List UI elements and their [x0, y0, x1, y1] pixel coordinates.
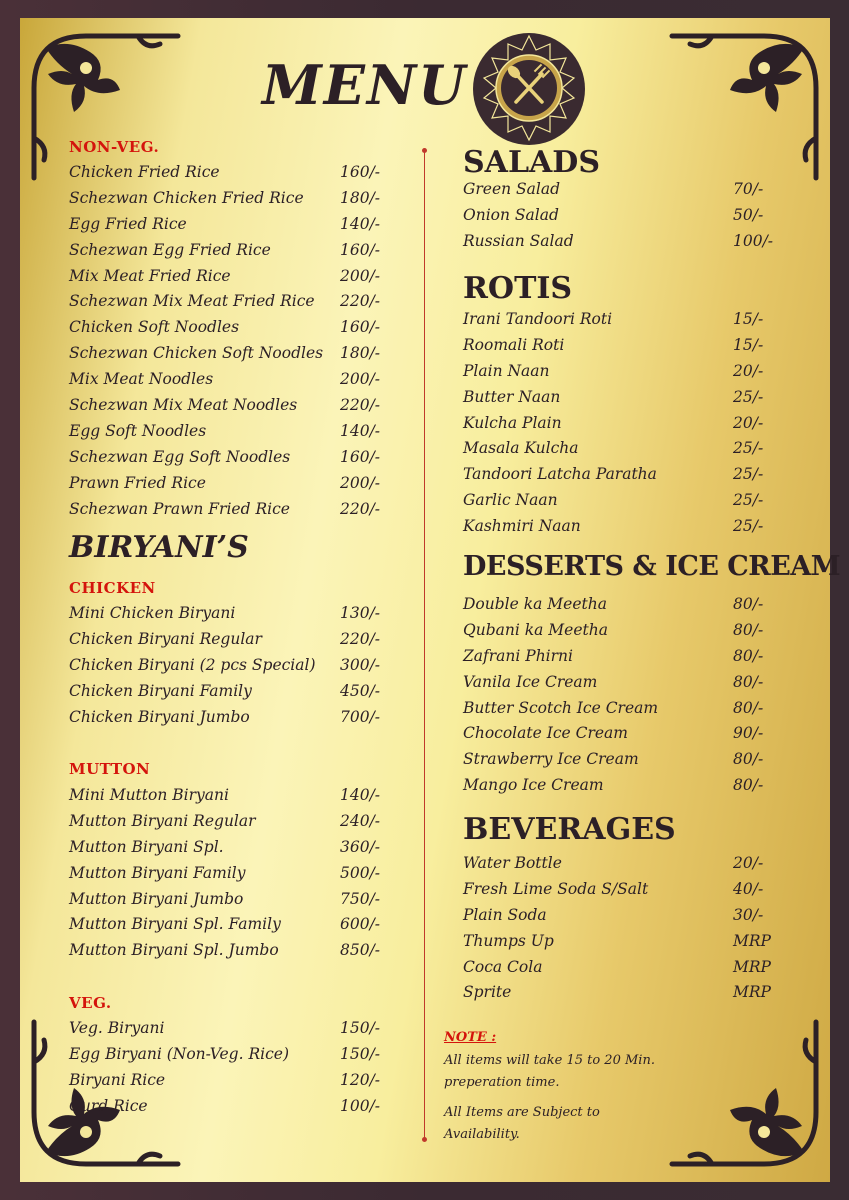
menu-item-name: Mutton Biryani Regular [69, 811, 256, 830]
menu-item-name: Chicken Biryani Family [69, 681, 252, 700]
menu-item-name: Onion Salad [463, 205, 559, 224]
menu-item [69, 937, 381, 963]
menu-item-price: 180/- [340, 344, 381, 363]
menu-item-price: 50/- [733, 205, 764, 224]
menu-item-name: Schezwan Chicken Soft Noodles [69, 344, 324, 363]
menu-item-price: 500/- [340, 863, 381, 882]
menu-item-price: 150/- [340, 1018, 381, 1037]
note-line: All items will take 15 to 20 Min. [444, 1053, 655, 1068]
menu-item-price: 220/- [340, 292, 381, 311]
menu-item-price: 80/- [733, 646, 764, 665]
menu-item-name: Egg Biryani (Non-Veg. Rice) [69, 1044, 289, 1063]
menu-item [69, 263, 381, 289]
menu-item-name: Mutton Biryani Spl. [69, 837, 224, 856]
salads-heading: SALADS [463, 145, 600, 180]
menu-item-price: 200/- [340, 473, 381, 492]
menu-item [463, 176, 764, 202]
menu-item [69, 1041, 381, 1067]
menu-item-price: 130/- [340, 603, 381, 622]
beverages-list [463, 850, 771, 1005]
menu-item [463, 850, 764, 876]
menu-item-name: Prawn Fried Rice [69, 473, 206, 492]
menu-item-price: 70/- [733, 179, 764, 198]
menu-item [69, 444, 381, 470]
menu-item-name: Kulcha Plain [463, 413, 562, 432]
note-title: NOTE : [444, 1030, 497, 1045]
menu-item [69, 340, 381, 366]
menu-item-price: 450/- [340, 681, 381, 700]
menu-item-price: 600/- [340, 915, 381, 934]
menu-item-price: 25/- [733, 491, 764, 510]
menu-item-price: 160/- [340, 318, 381, 337]
menu-item-name: Biryani Rice [69, 1070, 166, 1089]
menu-item-name: Schezwan Chicken Fried Rice [69, 188, 304, 207]
biryani-heading: BIRYANI’S [69, 530, 249, 565]
menu-item-name: Garlic Naan [463, 491, 558, 510]
menu-item-name: Chicken Soft Noodles [69, 318, 240, 337]
note-line: All Items are Subject to [444, 1105, 600, 1120]
menu-item-name: Mix Meat Noodles [69, 370, 214, 389]
menu-item [69, 886, 381, 912]
menu-item [69, 1093, 381, 1119]
menu-item-price: 160/- [340, 240, 381, 259]
menu-item [463, 979, 771, 1005]
menu-item-price: 30/- [733, 905, 764, 924]
menu-item-name: Strawberry Ice Cream [463, 750, 639, 769]
menu-item-name: Mutton Biryani Spl. Jumbo [69, 941, 279, 960]
menu-item-name: Chicken Biryani Jumbo [69, 707, 250, 726]
mutton-label: MUTTON [69, 760, 151, 778]
menu-item [463, 384, 764, 410]
menu-item [69, 366, 381, 392]
nonveg-list [69, 159, 381, 521]
menu-item-price: 750/- [340, 889, 381, 908]
menu-item-name: Schezwan Prawn Fried Rice [69, 499, 290, 518]
menu-item-name: Plain Soda [463, 905, 547, 924]
menu-item-name: Schezwan Mix Meat Fried Rice [69, 292, 315, 311]
menu-item [69, 314, 381, 340]
rotis-list [463, 306, 764, 539]
note-line: Availability. [444, 1127, 520, 1142]
menu-item-price: 15/- [733, 309, 764, 328]
menu-item [463, 202, 764, 228]
menu-item [463, 928, 771, 954]
menu-item-price: 160/- [340, 162, 381, 181]
menu-item-price: 25/- [733, 517, 764, 536]
menu-item [69, 211, 381, 237]
nonveg-label: NON-VEG. [69, 138, 160, 156]
fork-spoon-icon [470, 30, 588, 148]
menu-item-name: Mango Ice Cream [463, 776, 604, 795]
menu-item-name: Plain Naan [463, 361, 550, 380]
ornament-corner-icon [662, 28, 822, 188]
menu-item-name: Butter Scotch Ice Cream [463, 698, 659, 717]
menu-item [69, 418, 381, 444]
menu-item-name: Butter Naan [463, 387, 561, 406]
veg-label: VEG. [69, 994, 112, 1012]
menu-item-name: Curd Rice [69, 1096, 148, 1115]
menu-item [69, 704, 381, 730]
menu-item-name: Chocolate Ice Cream [463, 724, 628, 743]
menu-item-price: MRP [733, 931, 771, 950]
menu-item-price: 150/- [340, 1044, 381, 1063]
menu-item-name: Mini Chicken Biryani [69, 603, 236, 622]
rotis-heading: ROTIS [463, 271, 573, 306]
menu-item [463, 772, 764, 798]
menu-item [463, 720, 764, 746]
menu-item-name: Zafrani Phirni [463, 646, 573, 665]
menu-item [463, 591, 764, 617]
menu-item-name: Mutton Biryani Spl. Family [69, 915, 281, 934]
chicken-label: CHICKEN [69, 579, 156, 597]
menu-item-price: 90/- [733, 724, 764, 743]
menu-item-price: 20/- [733, 361, 764, 380]
menu-item-name: Chicken Biryani (2 pcs Special) [69, 655, 316, 674]
menu-item-name: Mini Mutton Biryani [69, 785, 229, 804]
menu-item-price: 25/- [733, 387, 764, 406]
menu-item-name: Irani Tandoori Roti [463, 309, 613, 328]
mutton-list [69, 782, 381, 963]
menu-item-price: 360/- [340, 837, 381, 856]
menu-item-price: 80/- [733, 776, 764, 795]
menu-item [463, 410, 764, 436]
menu-item-name: Egg Soft Noodles [69, 421, 207, 440]
menu-item [463, 746, 764, 772]
veg-list [69, 1015, 381, 1119]
menu-item-name: Qubani ka Meetha [463, 620, 608, 639]
menu-item [463, 435, 764, 461]
menu-item-name: Mix Meat Fried Rice [69, 266, 231, 285]
menu-item-price: 80/- [733, 672, 764, 691]
menu-item-price: 15/- [733, 335, 764, 354]
menu-item-price: 200/- [340, 370, 381, 389]
menu-item-price: 80/- [733, 698, 764, 717]
menu-item [69, 834, 381, 860]
menu-item-name: Kashmiri Naan [463, 517, 581, 536]
menu-item-price: 200/- [340, 266, 381, 285]
note-line: preperation time. [444, 1075, 560, 1090]
menu-item-name: Chicken Biryani Regular [69, 629, 262, 648]
menu-item-price: 20/- [733, 413, 764, 432]
menu-item-price: 220/- [340, 499, 381, 518]
menu-item [69, 678, 381, 704]
menu-item [69, 782, 381, 808]
menu-item-name: Sprite [463, 983, 512, 1002]
menu-item-name: Russian Salad [463, 231, 574, 250]
menu-item-name: Green Salad [463, 179, 561, 198]
menu-item [463, 669, 764, 695]
menu-item-name: Double ka Meetha [463, 594, 607, 613]
menu-item-price: 160/- [340, 447, 381, 466]
menu-item [463, 228, 774, 254]
menu-item-name: Veg. Biryani [69, 1018, 165, 1037]
menu-item [463, 695, 764, 721]
menu-item-name: Coca Cola [463, 957, 543, 976]
menu-item [69, 652, 381, 678]
menu-item-price: 20/- [733, 853, 764, 872]
menu-item [463, 902, 764, 928]
menu-item-name: Egg Fried Rice [69, 214, 187, 233]
menu-item [69, 470, 381, 496]
salads-list [463, 176, 774, 254]
menu-item [69, 626, 381, 652]
menu-item [69, 1015, 381, 1041]
menu-item-name: Chicken Fried Rice [69, 162, 220, 181]
menu-item-name: Roomali Roti [463, 335, 565, 354]
menu-item-price: 80/- [733, 594, 764, 613]
menu-item [69, 496, 381, 522]
menu-item-name: Mutton Biryani Jumbo [69, 889, 244, 908]
chicken-list [69, 600, 381, 729]
menu-item-price: 300/- [340, 655, 381, 674]
menu-item [69, 1067, 381, 1093]
menu-item [69, 911, 381, 937]
desserts-list [463, 591, 764, 798]
menu-item-price: 80/- [733, 750, 764, 769]
menu-item-price: 100/- [340, 1096, 381, 1115]
menu-item-price: 850/- [340, 941, 381, 960]
menu-item-price: 80/- [733, 620, 764, 639]
menu-item [69, 860, 381, 886]
menu-item [463, 513, 764, 539]
menu-item-name: Vanila Ice Cream [463, 672, 598, 691]
menu-item-price: 700/- [340, 707, 381, 726]
menu-item-price: 100/- [733, 231, 774, 250]
menu-item-price: 25/- [733, 439, 764, 458]
menu-item-price: 25/- [733, 465, 764, 484]
menu-item-price: MRP [733, 957, 771, 976]
menu-item-name: Water Bottle [463, 853, 562, 872]
menu-item-price: 220/- [340, 629, 381, 648]
menu-item [463, 461, 764, 487]
menu-item-price: 140/- [340, 421, 381, 440]
menu-item-price: 140/- [340, 785, 381, 804]
menu-item-name: Mutton Biryani Family [69, 863, 246, 882]
menu-item-name: Masala Kulcha [463, 439, 579, 458]
menu-item [69, 600, 381, 626]
menu-item [463, 954, 771, 980]
menu-item-price: 40/- [733, 879, 764, 898]
column-divider [424, 150, 425, 1140]
menu-item-price: 120/- [340, 1070, 381, 1089]
menu-item [463, 332, 764, 358]
menu-item [69, 392, 381, 418]
menu-item [69, 159, 381, 185]
menu-item [463, 358, 764, 384]
menu-item-price: 180/- [340, 188, 381, 207]
menu-item-price: MRP [733, 983, 771, 1002]
menu-item-name: Schezwan Egg Soft Noodles [69, 447, 291, 466]
beverages-heading: BEVERAGES [463, 812, 676, 847]
menu-item [69, 237, 381, 263]
menu-item [463, 487, 764, 513]
menu-item [463, 876, 764, 902]
menu-item [463, 617, 764, 643]
menu-item-name: Tandoori Latcha Paratha [463, 465, 657, 484]
menu-item [69, 288, 381, 314]
menu-item-price: 240/- [340, 811, 381, 830]
note-text-prep [444, 1050, 694, 1094]
menu-item [69, 808, 381, 834]
menu-item-name: Fresh Lime Soda S/Salt [463, 879, 649, 898]
menu-item-name: Schezwan Egg Fried Rice [69, 240, 271, 259]
note-text-availability [444, 1102, 694, 1146]
menu-title: MENU [262, 53, 468, 117]
menu-item-name: Thumps Up [463, 931, 554, 950]
menu-item [463, 643, 764, 669]
menu-item-name: Schezwan Mix Meat Noodles [69, 395, 298, 414]
menu-item-price: 220/- [340, 395, 381, 414]
menu-item [69, 185, 381, 211]
menu-item [463, 306, 764, 332]
desserts-heading: DESSERTS & ICE CREAM [463, 551, 841, 582]
menu-item-price: 140/- [340, 214, 381, 233]
